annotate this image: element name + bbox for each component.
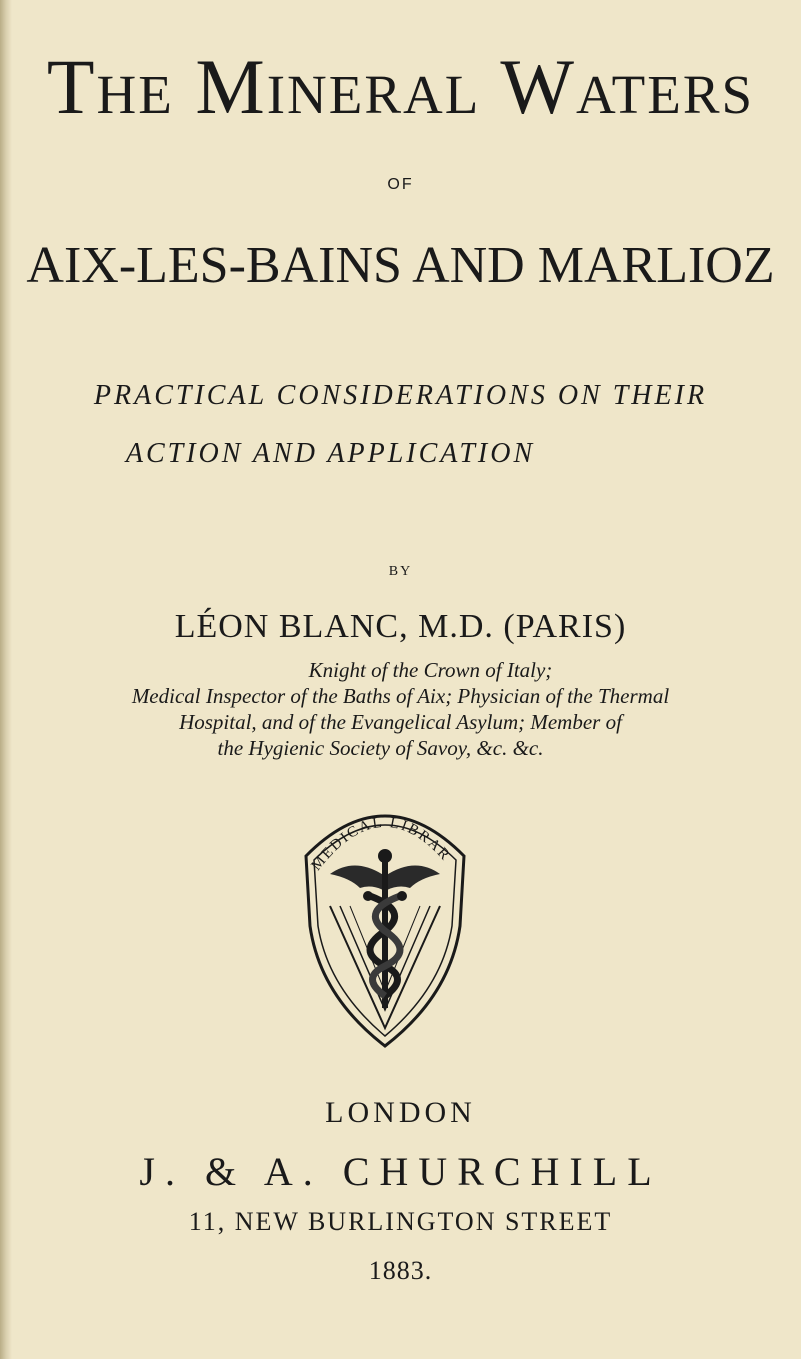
- by-label: BY: [388, 564, 413, 579]
- svg-text:MEDICAL LIBRARY: MEDICAL LIBRAR: [308, 814, 454, 874]
- credential-line: the Hygienic Society of Savoy, &c. &c.: [217, 736, 544, 760]
- book-title: The Mineral Waters: [46, 43, 755, 130]
- caduceus-shield-icon: [300, 796, 470, 1054]
- credential-line: Hospital, and of the Evangelical Asylum; Member of: [179, 710, 622, 734]
- author-name: LÉON BLANC, M.D. (PARIS): [174, 608, 627, 645]
- imprint-publisher: J. & A. CHURCHILL: [139, 1149, 662, 1194]
- imprint-year: 1883.: [368, 1256, 433, 1285]
- imprint-address: 11, NEW BURLINGTON STREET: [188, 1207, 613, 1236]
- subtitle-line-1: PRACTICAL CONSIDERATIONS ON THEIR: [93, 380, 708, 411]
- credential-line: Medical Inspector of the Baths of Aix; Physician of the Thermal: [131, 684, 670, 708]
- book-subject: AIX-LES-BAINS AND MARLIOZ: [26, 237, 775, 294]
- title-of: OF: [387, 176, 414, 193]
- subtitle-line-2: ACTION AND APPLICATION: [125, 438, 536, 469]
- credential-line: Knight of the Crown of Italy;: [308, 658, 553, 682]
- imprint-city: LONDON: [325, 1096, 476, 1129]
